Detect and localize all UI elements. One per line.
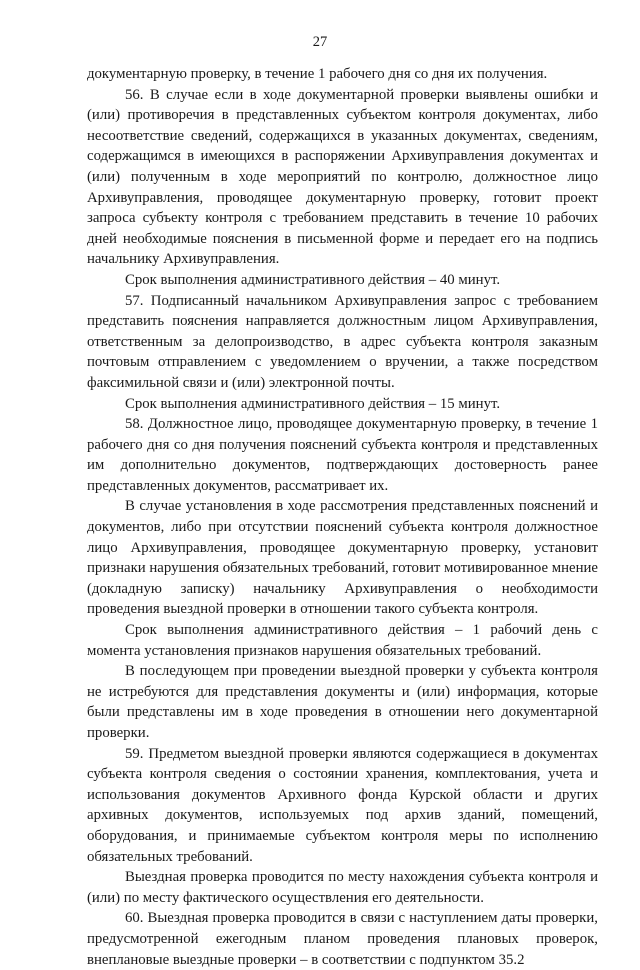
paragraph-60: 60. Выездная проверка проводится в связи с наступлением даты проверки, предусмотренной ежегодным планом проведения плановых проверок, внеплановые выездные проверки – в соответствии с подпунктом 35.2 (87, 910, 598, 968)
paragraph-deadline-1-day: Срок выполнения административного действия – 1 рабочий день с момента установления признаков нарушения обязательных требований. (87, 622, 598, 659)
paragraph-deadline-15-min: Срок выполнения административного действия – 15 минут. (125, 395, 501, 412)
paragraph-continuation: документарную проверку, в течение 1 рабочего дня со дня их получения. (87, 66, 548, 82)
page-number: 27 (312, 34, 328, 50)
paragraph-59: 59. Предметом выездной проверки являются содержащиеся в документах субъекта контроля сведения о состоянии хранения, комплектования, учета и использования документов Архивного фонда Курской области и других архивных документов, используемых под архив зданий, помещений, оборудования, и принимаемые субъектом контроля меры по исполнению обязательных требований. (87, 745, 598, 865)
paragraph-56: 56. В случае если в ходе документарной проверки выявлены ошибки и (или) противоречия в представленных субъектом контроля документах, либо несоответствие сведений, содержащихся в указанных документах, сведениям, содержащимся в имеющихся в распоряжении Архивуправления документах и (или) полученным в ходе мероприятий по контролю, должностное лицо Архивуправления, проводящее документарную проверку, готовит проект запроса субъекту контроля с требованием представить в течение 10 рабочих дней необходимые пояснения в письменной форме и передает его на подпись начальнику Архивуправления. (87, 86, 598, 268)
paragraph-58: 58. Должностное лицо, проводящее документарную проверку, в течение 1 рабочего дня со дня получения пояснений субъекта контроля и представленных им дополнительно документов, подтверждающих достоверность ранее представленных документов, рассматривает их. (87, 416, 598, 494)
paragraph-inspection-location: Выездная проверка проводится по месту нахождения субъекта контроля и (или) по месту фактического осуществления его деятельности. (87, 869, 598, 906)
paragraph-subsequent-inspection: В последующем при проведении выездной проверки у субъекта контроля не истребуются для представления документы и (или) информация, которые были представлены им в ходе проведения в отношении него документарной проверки. (87, 663, 598, 741)
paragraph-57: 57. Подписанный начальником Архивуправления запрос с требованием представить пояснения направляется должностным лицом Архивуправления, ответственным за делопроизводство, в адрес субъекта контроля заказным почтовым отправлением с уведомлением о вручении, а также посредством факсимильной связи и (или) электронной почты. (87, 292, 598, 391)
document-body (87, 64, 598, 970)
paragraph-deadline-40-min: Срок выполнения административного действия – 40 минут. (125, 271, 501, 288)
paragraph-violation-case: В случае установления в ходе рассмотрения представленных пояснений и документов, либо при отсутствии пояснений субъекта контроля должностное лицо Архивуправления, проводящее документарную проверку, установит признаки нарушения обязательных требований, готовит мотивированное мнение (докладную записку) начальнику Архивуправления о необходимости проведения выездной проверки в отношении такого субъекта контроля. (87, 498, 598, 618)
